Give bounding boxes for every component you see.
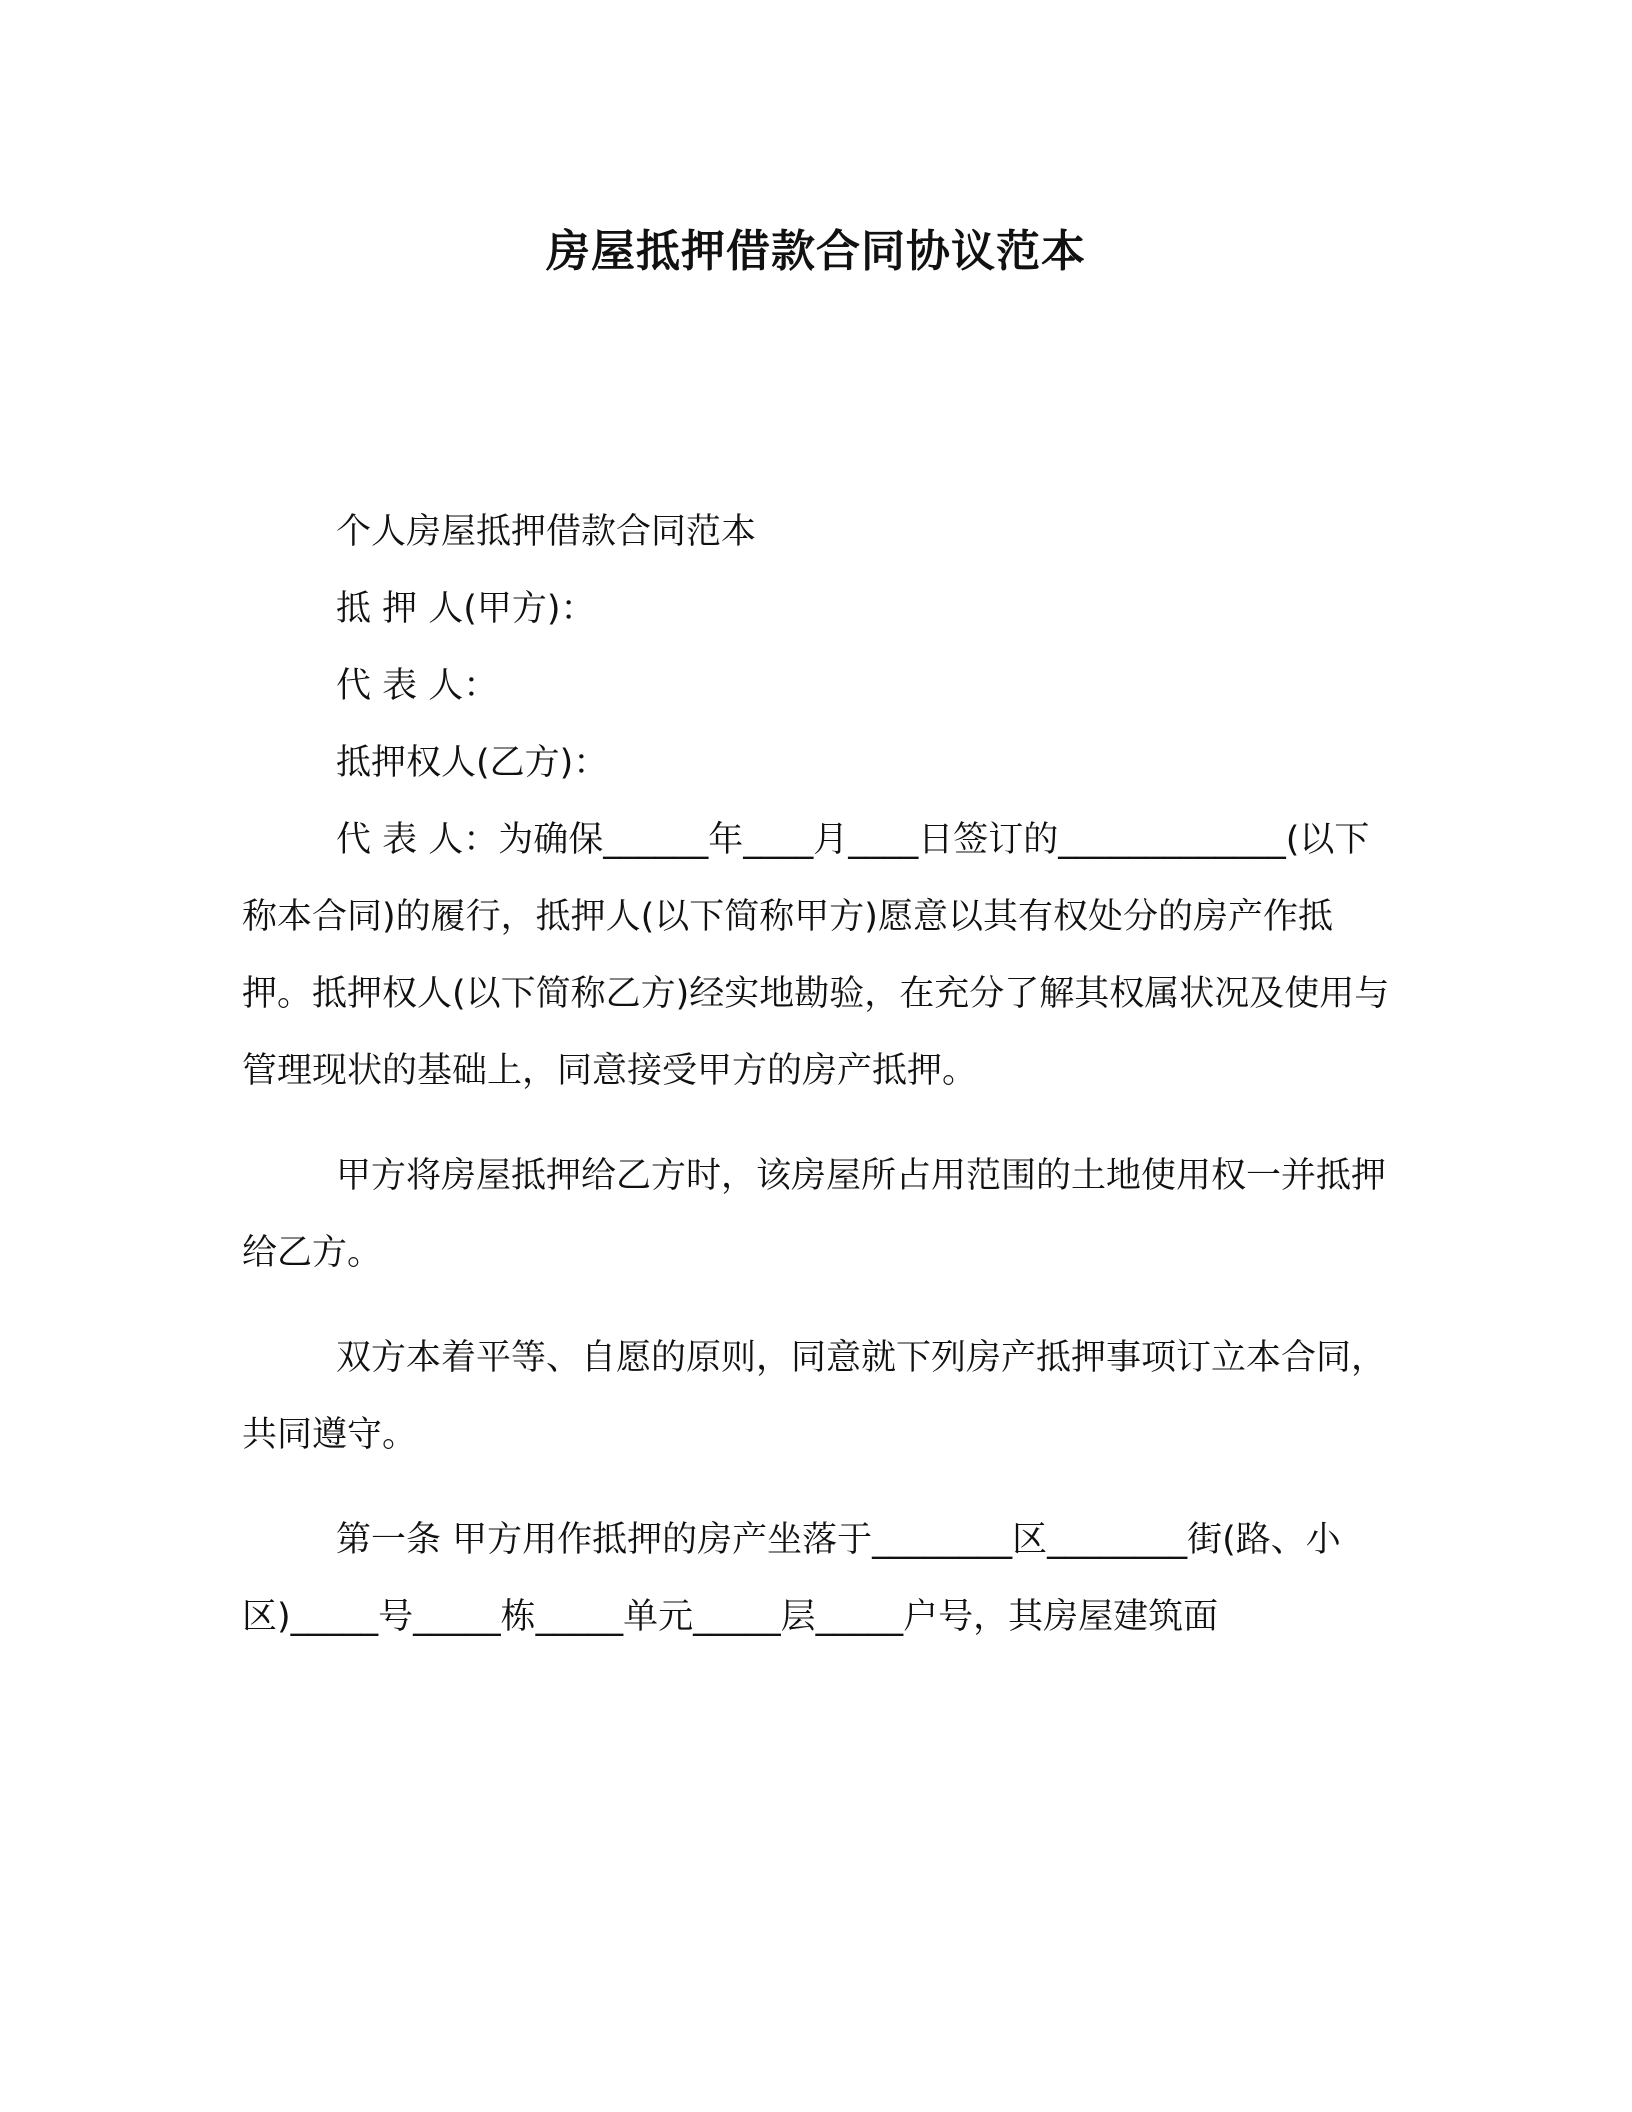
- paragraph-mortgagee: 抵押权人(乙方)：: [336, 743, 609, 783]
- document-title: 房屋抵押借款合同协议范本: [546, 226, 1086, 277]
- paragraph-principle: 双方本着平等、自愿的原则，同意就下列房产抵押事项订立本合同，共同遵守。: [242, 1338, 1387, 1455]
- paragraph-representative-1: 代 表 人：: [336, 666, 499, 706]
- paragraph-mortgagor: 抵 押 人(甲方)：: [336, 589, 596, 629]
- paragraph-subtitle: 个人房屋抵押借款合同范本: [336, 512, 757, 552]
- paragraph-representative-2: 代 表 人：为确保______年____月____日签订的_____________(以下称本合同)的履行，抵押人(以下简称甲方)愿意以其有权处分的房产作抵押。抵押权人(以下简称乙方)经实地勘验，在充分了解其权属状况及使用与管理现状的基础上，同意接受甲方的房产抵押。: [242, 820, 1390, 1091]
- paragraph-article-1: 第一条 甲方用作抵押的房产坐落于________区________街(路、小区)_____号_____栋_____单元_____层_____户号，其房屋建筑面: [242, 1520, 1341, 1637]
- paragraph-land-use: 甲方将房屋抵押给乙方时，该房屋所占用范围的土地使用权一并抵押给乙方。: [242, 1156, 1387, 1273]
- document-body: [242, 494, 1390, 1656]
